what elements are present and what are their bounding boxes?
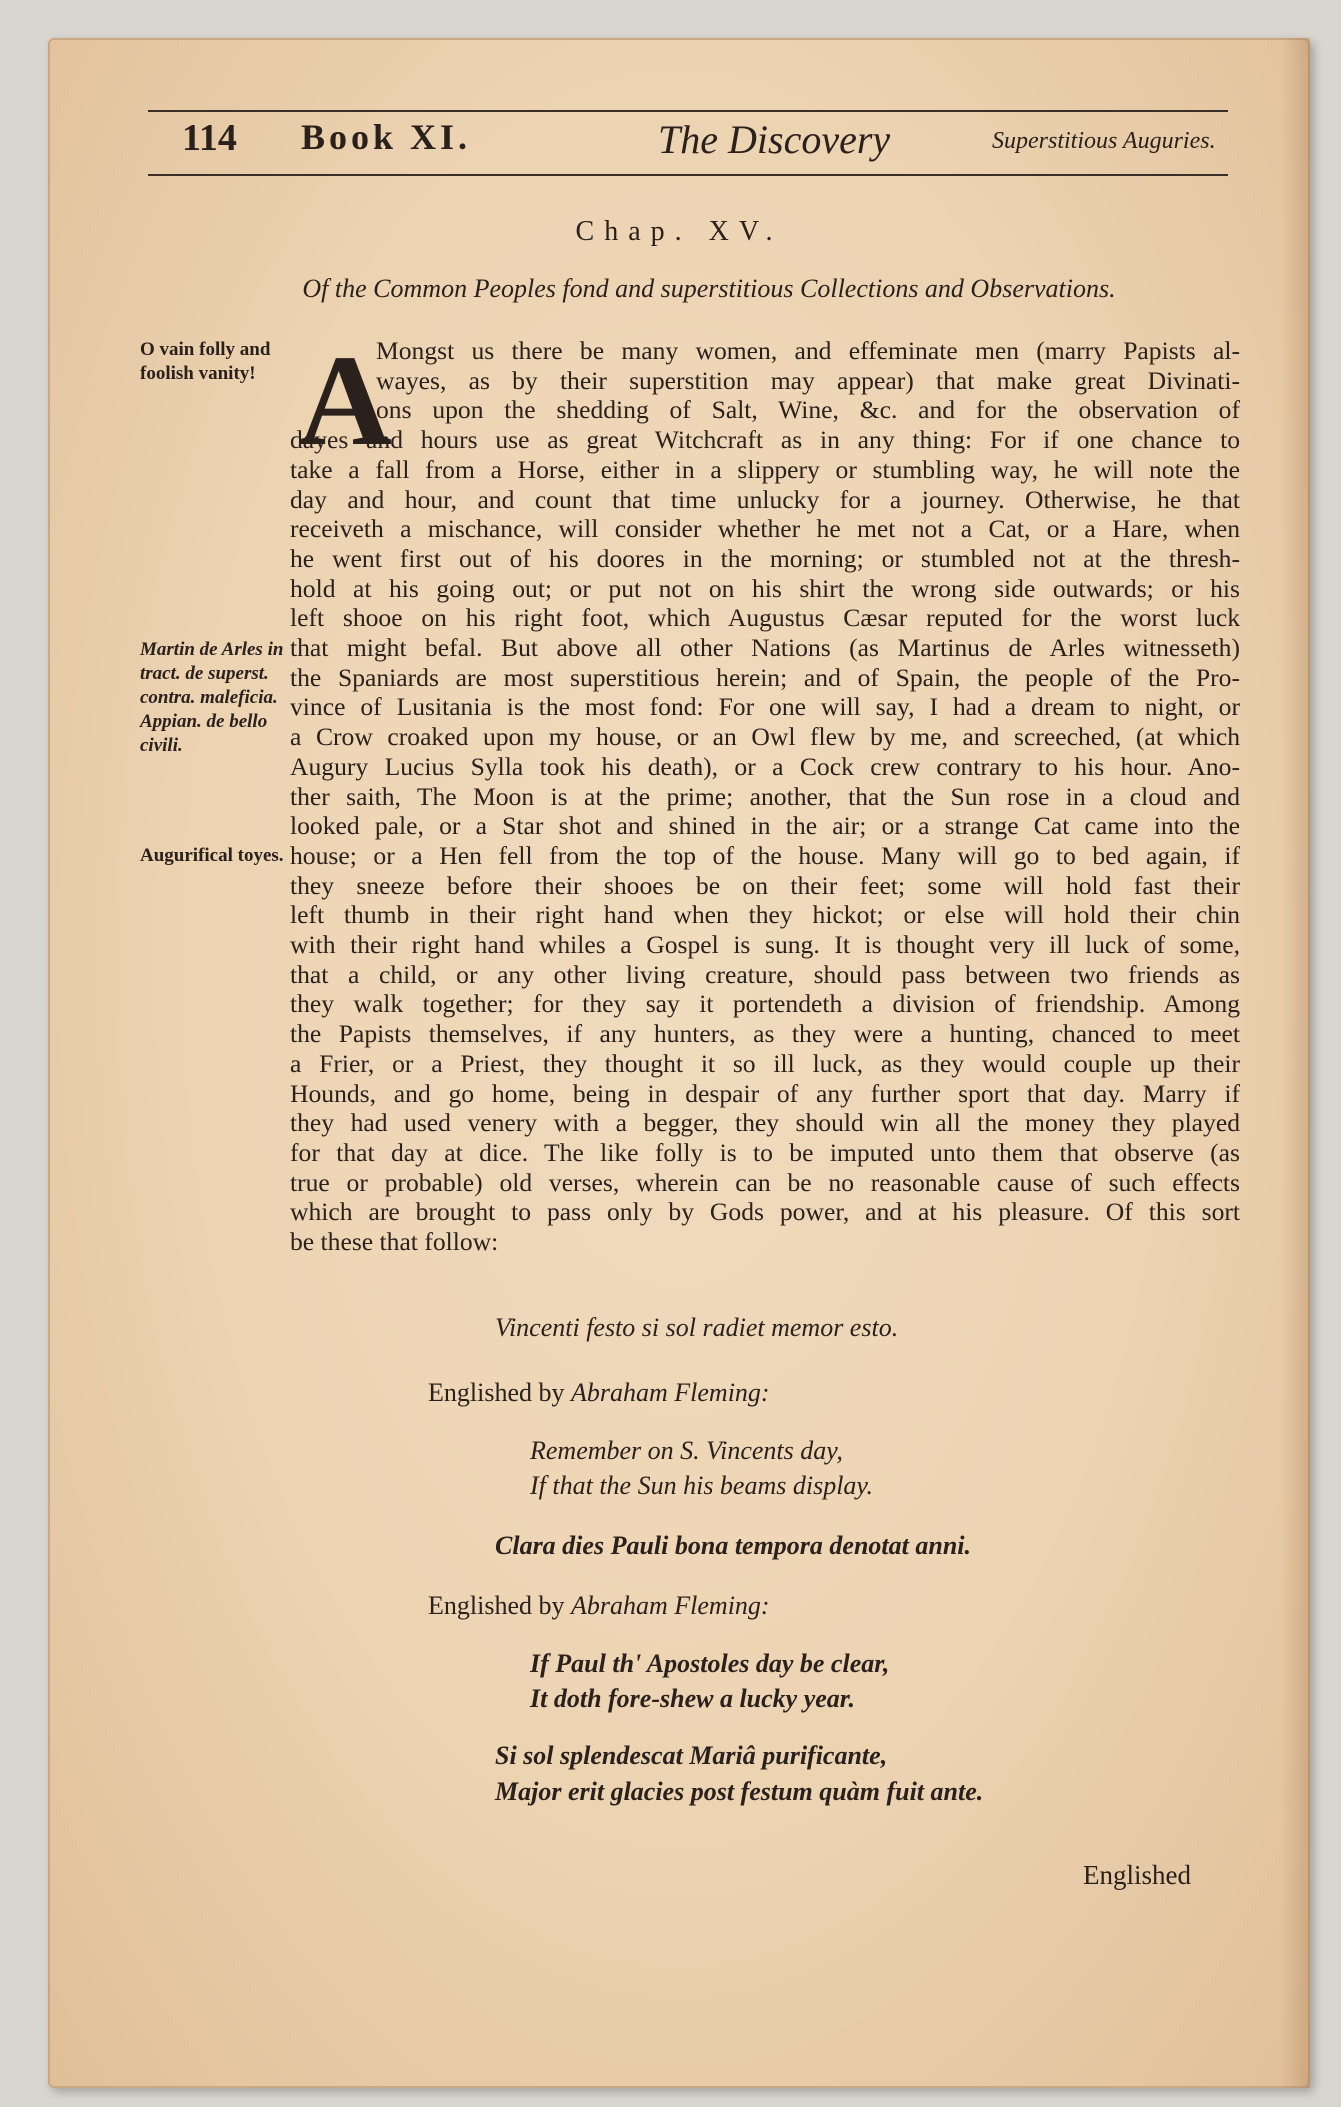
margin-note-citation: Martin de Arles in tract. de superst. contra. maleficia. Appian. de bello civili. xyxy=(140,639,284,756)
body-line: ons upon the shedding of Salt, Wine, &c. and for the observation of xyxy=(376,395,1240,425)
verse-line: Remember on S. Vincents day, xyxy=(530,1436,843,1465)
body-line: Hounds, and go home, being in despair of any further sport that day. Marry if xyxy=(290,1078,1240,1108)
body-line: they had used venery with a begger, they should win all the money they played xyxy=(290,1108,1240,1138)
body-line: he went first out of his doores in the morning; or stumbled not at the thresh- xyxy=(290,543,1240,573)
english-verse-2 xyxy=(530,1646,889,1716)
chapter-heading: Chap. XV. xyxy=(575,216,783,247)
book-label: Book XI. xyxy=(301,117,472,157)
body-line: true or probable) old verses, wherein can be no reasonable cause of such effects xyxy=(290,1167,1240,1197)
body-line: that a child, or any other living creature, should pass between two friends as xyxy=(290,959,1240,989)
body-line: which are brought to pass only by Gods power, and at his pleasure. Of this sort xyxy=(290,1197,1240,1227)
header-rule-bottom xyxy=(148,174,1228,176)
body-line: be these that follow: xyxy=(290,1227,499,1257)
margin-note-vain-folly: O vain folly and foolish vanity! xyxy=(140,339,271,384)
body-text xyxy=(290,329,1240,1257)
body-line: for that day at dice. The like folly is to be imputed unto them that observe (as xyxy=(290,1137,1240,1167)
page-number: 114 xyxy=(182,117,237,159)
book-page xyxy=(48,38,1310,2088)
body-line: Augury Lucius Sylla took his death), or a Cock crew contrary to his hour. Ano- xyxy=(290,751,1240,781)
translator-name: Abraham Fleming: xyxy=(571,1591,770,1620)
body-line: they walk together; for they say it portendeth a division of friendship. Among xyxy=(290,989,1240,1019)
chapter-subtitle: Of the Common Peoples fond and superstitious Collections and Observations. xyxy=(302,274,1116,303)
latin-verse-1: Vincenti festo si sol radiet memor esto. xyxy=(495,1313,899,1342)
body-line: vince of Lusitania is the most fond: For one will say, I had a dream to night, or xyxy=(290,692,1240,722)
english-verse-1 xyxy=(530,1433,873,1503)
body-line: looked pale, or a Star shot and shined in the air; or a strange Cat came into the xyxy=(290,811,1240,841)
verse-line: Major erit glacies post festum quàm fuit ante. xyxy=(495,1777,984,1806)
book-title: The Discovery xyxy=(658,117,891,162)
verse-line: If Paul th' Apostoles day be clear, xyxy=(530,1649,890,1678)
verse-line: It doth fore-shew a lucky year. xyxy=(530,1684,855,1713)
englished-by-2 xyxy=(428,1591,770,1621)
body-line: ther saith, The Moon is at the prime; another, that the Sun rose in a cloud and xyxy=(290,781,1240,811)
translator-name: Abraham Fleming: xyxy=(571,1378,770,1407)
latin-verse-3 xyxy=(495,1738,983,1810)
body-line: that might befal. But above all other Nations (as Martinus de Arles witnesseth) xyxy=(290,633,1240,663)
body-line: wayes, as by their superstition may appear) that make great Divinati- xyxy=(376,365,1240,395)
body-line: with their right hand whiles a Gospel is sung. It is thought very ill luck of some, xyxy=(290,930,1240,960)
margin-note-augurifical: Augurifical toyes. xyxy=(140,845,284,866)
body-line: day and hour, and count that time unlucky for a journey. Otherwise, he that xyxy=(290,484,1240,514)
body-line: Mongst us there be many women, and effeminate men (marry Papists al- xyxy=(376,336,1240,365)
body-line: left thumb in their right hand when they hickot; or else will hold their chin xyxy=(290,900,1240,930)
running-head: Superstitious Auguries. xyxy=(992,128,1216,154)
englished-by-1 xyxy=(428,1378,770,1408)
body-line: dayes and hours use as great Witchcraft as in any thing: For if one chance to xyxy=(290,425,1240,455)
body-line: left shooe on his right foot, which Augustus Cæsar reputed for the worst luck xyxy=(290,603,1240,633)
body-line: house; or a Hen fell from the top of the house. Many will go to bed again, if xyxy=(290,840,1240,870)
body-line: the Papists themselves, if any hunters, as they were a hunting, chanced to meet xyxy=(290,1019,1240,1049)
body-line: they sneeze before their shooes be on their feet; some will hold fast their xyxy=(290,870,1240,900)
drop-cap: A xyxy=(298,329,392,473)
page-edge-shadow xyxy=(1280,38,1310,2088)
body-line: receiveth a mischance, will consider whether he met not a Cat, or a Hare, when xyxy=(290,514,1240,544)
latin-verse-2: Clara dies Pauli bona tempora denotat anni. xyxy=(495,1531,972,1560)
body-line: take a fall from a Horse, either in a slippery or stumbling way, he will note the xyxy=(290,454,1240,484)
englished-label: Englished by xyxy=(428,1591,565,1620)
body-line: the Spaniards are most superstitious herein; and of Spain, the people of the Pro- xyxy=(290,662,1240,692)
verse-line: Si sol splendescat Mariâ purificante, xyxy=(495,1741,888,1770)
body-line: hold at his going out; or put not on his shirt the wrong side outwards; or his xyxy=(290,573,1240,603)
body-line: a Frier, or a Priest, they thought it so ill luck, as they would couple up their xyxy=(290,1048,1240,1078)
body-line: a Crow croaked upon my house, or an Owl flew by me, and screeched, (at which xyxy=(290,722,1240,752)
englished-label: Englished by xyxy=(428,1378,565,1407)
header-rule-top xyxy=(148,110,1228,112)
verse-line: If that the Sun his beams display. xyxy=(530,1471,874,1500)
catchword: Englished xyxy=(1083,1860,1191,1890)
